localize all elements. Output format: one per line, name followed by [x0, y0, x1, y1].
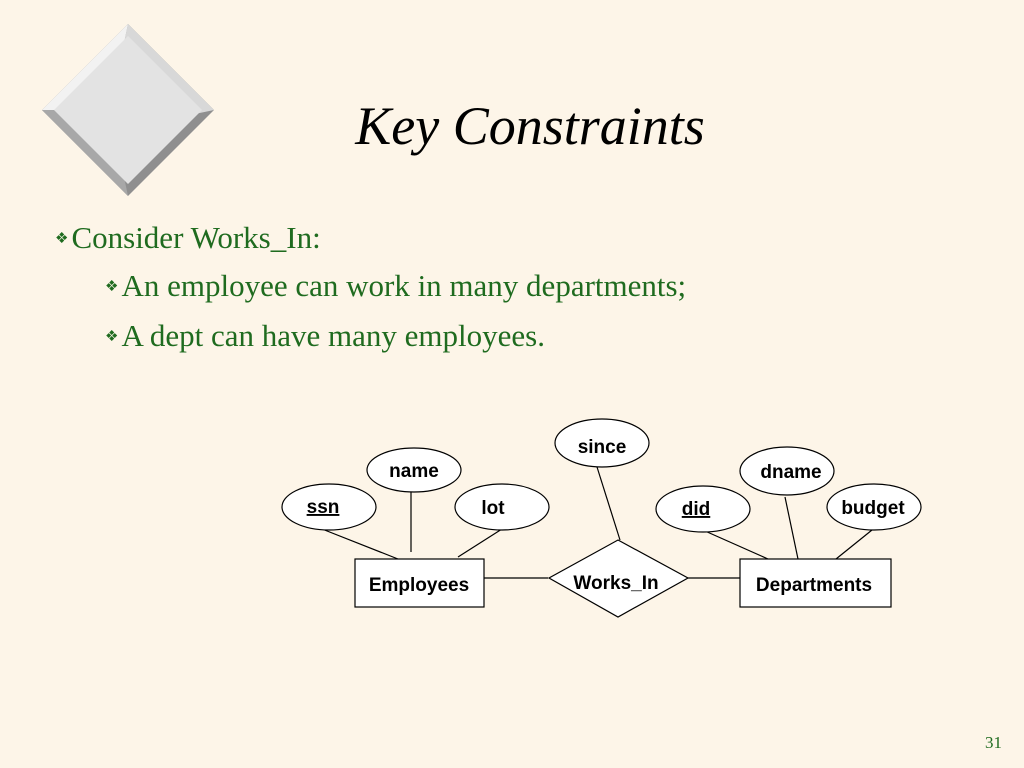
edge-ssn-employees	[322, 529, 398, 559]
attribute-since-label: since	[577, 437, 627, 458]
bullet-marker-icon: ❖	[55, 231, 69, 247]
edge-since-worksin	[597, 467, 620, 540]
bullet-marker-icon: ❖	[105, 329, 119, 345]
entity-employees-label: Employees	[368, 575, 470, 596]
attribute-dname-label: dname	[760, 462, 822, 483]
attribute-budget-label: budget	[841, 498, 905, 519]
attribute-ssn-label: ssn	[306, 497, 340, 518]
slide-title: Key Constraints	[355, 96, 705, 156]
page-number: 31	[985, 733, 1002, 752]
entity-departments-label: Departments	[755, 575, 873, 596]
edge-lot-employees	[458, 529, 502, 557]
relationship-works-in-label: Works_In	[573, 573, 659, 594]
edge-budget-departments	[836, 530, 872, 559]
bullet-text: Consider Works_In:	[71, 220, 321, 255]
edge-dname-departments	[785, 497, 798, 559]
bullet-text: An employee can work in many departments;	[121, 268, 687, 303]
attribute-name-label: name	[389, 461, 439, 482]
edge-did-departments	[705, 531, 768, 559]
bullet-marker-icon: ❖	[105, 279, 119, 295]
bullet-text: A dept can have many employees.	[121, 318, 545, 353]
attribute-did-label: did	[681, 499, 711, 520]
attribute-lot-label: lot	[481, 498, 505, 519]
